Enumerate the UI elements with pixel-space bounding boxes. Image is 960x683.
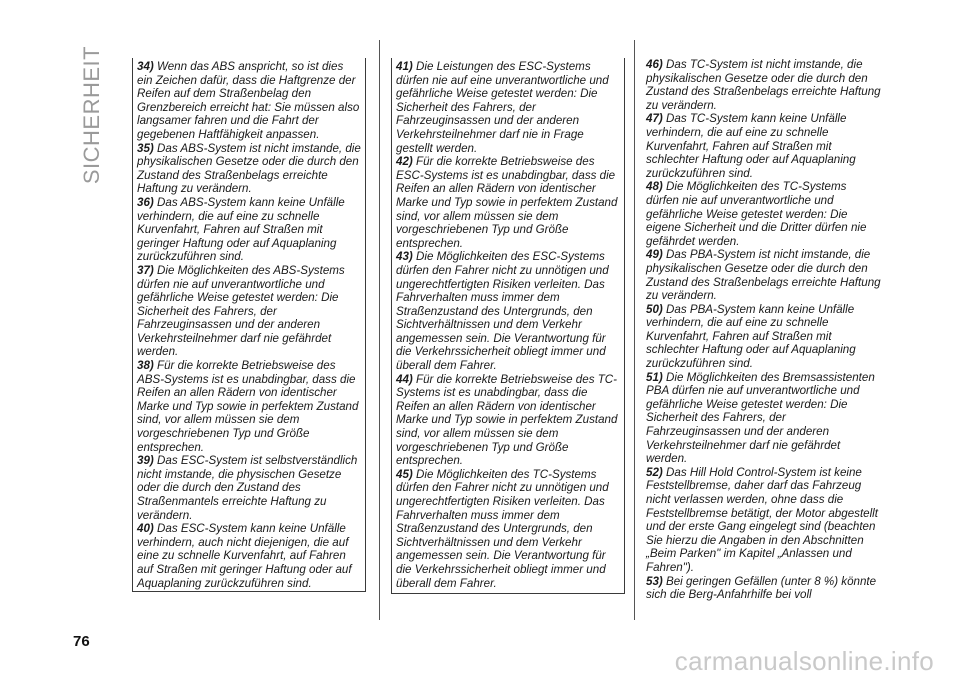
note-item — [137, 264, 361, 359]
note-item — [396, 250, 620, 372]
note-number: 42) — [396, 155, 413, 169]
note-text: Die Möglichkeiten des TC-Systems dürfen nie auf unverantwortliche und gefährliche Weise getestet werden: Die eigene Sicherheit und die Dritter dürfen nie gefährdet werden. — [646, 180, 867, 248]
note-text: Das ABS-System ist nicht imstande, die physikalischen Gesetze oder die durch den Zustand des Straßenbelags erreichte Haftung zu verändern. — [137, 141, 361, 196]
note-text: Das ABS-System kann keine Unfälle verhindern, die auf eine zu schnelle Kurvenfahrt, Fahren auf Straßen mit geringer Haftung oder auf Aquaplaning zurückzuführen sind. — [137, 195, 345, 264]
note-item — [137, 196, 361, 264]
note-number: 53) — [646, 574, 663, 588]
notes-column-1 — [132, 58, 366, 592]
note-number: 49) — [646, 248, 663, 262]
note-item — [396, 373, 620, 468]
note-item — [646, 575, 882, 602]
watermark: carmanualsonline.info — [674, 646, 934, 676]
note-text: Die Leistungen des ESC-Systems dürfen nie auf eine unverantwortliche und gefährliche Weise getestet werden: Die Sicherheit des Fahrers, der Fahrzeuginsassen und der anderen Verkehrsteilnehmer darf nie in Frage gestellt werden. — [396, 60, 609, 155]
note-text: Das Hill Hold Control-System ist keine Feststellbremse, daher darf das Fahrzeug nicht verlassen werden, ohne dass die Feststellbremse betätigt, der Motor abgestellt und der erste Gang eingelegt sind (beachten Sie hierzu die Angaben in den Abschnitten „Beim Parken" im Kapitel „Anlassen und Fahren"). — [646, 465, 878, 574]
note-text: Für die korrekte Betriebsweise des ABS-Systems ist es unabdingbar, dass die Reifen an allen Rädern von identischer Marke und Typ sowie in perfektem Zustand sind, vor allem müssen sie dem vorgeschriebenen Typ und Größe entsprechen. — [137, 359, 359, 454]
note-item — [137, 142, 361, 196]
note-item — [396, 60, 620, 155]
note-text: Die Möglichkeiten des ABS-Systems dürfen nie auf unverantwortliche und gefährliche Weise getestet werden: Die Sicherheit des Fahrers, der Fahrzeuginsassen und der anderen Verkehrsteilnehmer darf nie gefährdet werden. — [137, 263, 345, 359]
note-item — [646, 303, 882, 371]
note-number: 44) — [396, 372, 413, 386]
note-number: 38) — [137, 359, 154, 373]
note-item — [646, 180, 882, 248]
note-item — [137, 359, 361, 454]
note-number: 48) — [646, 180, 663, 194]
note-text: Bei geringen Gefällen (unter 8 %) könnte sich die Berg-Anfahrhilfe bei voll — [646, 574, 877, 602]
note-item — [396, 468, 620, 590]
note-number: 43) — [396, 250, 413, 264]
section-title-text: SICHERHEIT — [79, 45, 104, 185]
note-number: 40) — [137, 522, 154, 536]
note-item — [646, 112, 882, 180]
note-item — [646, 466, 882, 575]
note-text: Wenn das ABS anspricht, so ist dies ein Zeichen dafür, dass die Haftgrenze der Reifen auf dem Straßenbelag den Grenzbereich erreicht hat: Sie müssen also langsamer fahren und die Fahrt der gegebenen Haftfähigkeit anpassen. — [137, 60, 360, 141]
notes-column-3 — [646, 58, 882, 602]
note-number: 37) — [137, 263, 154, 277]
column-divider — [634, 40, 635, 620]
note-item — [646, 58, 882, 112]
note-item — [137, 454, 361, 522]
note-number: 46) — [646, 58, 663, 71]
note-text: Für die korrekte Betriebsweise des TC-Systems ist es unabdingbar, dass die Reifen an allen Rädern von identischer Marke und Typ sowie in perfektem Zustand sind, vor allem müssen sie dem vorgeschriebenen Typ und Größe entsprechen. — [396, 372, 618, 468]
note-number: 50) — [646, 302, 663, 316]
note-number: 52) — [646, 465, 663, 479]
note-text: Die Möglichkeiten des TC-Systems dürfen den Fahrer nicht zu unnötigen und ungerechtfertigten Risiken verleiten. Das Fahrverhalten muss immer dem Straßenzustand des Untergrunds, den Sichtverhältnissen und dem Verkehr angemessen sein. Die Verantwortung für die Verkehrssicherheit obliegt immer und überall dem Fahrer. — [396, 467, 609, 590]
note-number: 47) — [646, 112, 663, 126]
section-title — [72, 45, 112, 185]
note-text: Das TC-System ist nicht imstande, die physikalischen Gesetze oder die durch den Zustand des Straßenbelags erreichte Haftung zu verändern. — [646, 58, 881, 112]
note-text: Das PBA-System ist nicht imstande, die physikalischen Gesetze oder die durch den Zustand des Straßenbelags erreichte Haftung zu verändern. — [646, 248, 881, 303]
note-item — [646, 371, 882, 466]
note-text: Das ESC-System ist selbstverständlich nicht imstande, die physischen Gesetze oder die durch den Zustand des Straßenmantels erreichte Haftung zu verändern. — [137, 454, 358, 522]
note-item — [646, 248, 882, 302]
note-number: 45) — [396, 467, 413, 481]
note-item — [396, 155, 620, 250]
note-number: 41) — [396, 60, 413, 73]
note-text: Das PBA-System kann keine Unfälle verhindern, die auf eine zu schnelle Kurvenfahrt, Fahren auf Straßen mit schlechter Haftung oder auf Aquaplaning zurückzuführen sind. — [646, 302, 856, 371]
note-item — [137, 522, 361, 590]
note-text: Für die korrekte Betriebsweise des ESC-Systems ist es unabdingbar, dass die Reifen an allen Rädern von identischer Marke und Typ sowie in perfektem Zustand sind, vor allem müssen sie dem vorgeschriebenen Typ und Größe entsprechen. — [396, 155, 618, 250]
note-text: Die Möglichkeiten des ESC-Systems dürfen den Fahrer nicht zu unnötigen und ungerechtfertigten Risiken verleiten. Das Fahrverhalten muss immer dem Straßenzustand des Untergrunds, den Sichtverhältnissen und dem Verkehr angemessen sein. Die Verantwortung für die Verkehrssicherheit obliegt immer und überall dem Fahrer. — [396, 250, 609, 373]
note-text: Die Möglichkeiten des Bremsassistenten PBA dürfen nie auf unverantwortliche und gefährliche Weise getestet werden: Die Sicherheit des Fahrers, der Fahrzeuginsassen und der anderen Verkehrsteilnehmer darf nie gefährdet werden. — [646, 370, 875, 466]
note-number: 51) — [646, 370, 663, 384]
note-text: Das TC-System kann keine Unfälle verhindern, die auf eine zu schnelle Kurvenfahrt, Fahren auf Straßen mit schlechter Haftung oder auf Aquaplaning zurückzuführen sind. — [646, 112, 856, 180]
page-number: 76 — [73, 633, 90, 650]
note-item — [137, 60, 361, 142]
note-number: 39) — [137, 454, 154, 468]
note-text: Das ESC-System kann keine Unfälle verhindern, auch nicht diejenigen, die auf eine zu schnelle Kurvenfahrt, auf Fahren auf Straßen mit geringer Haftung oder auf Aquaplaning zurückzuführen sind. — [137, 522, 352, 590]
note-number: 34) — [137, 60, 154, 73]
note-number: 36) — [137, 195, 154, 209]
note-number: 35) — [137, 141, 154, 155]
notes-column-2 — [391, 58, 625, 594]
column-divider — [379, 40, 380, 620]
